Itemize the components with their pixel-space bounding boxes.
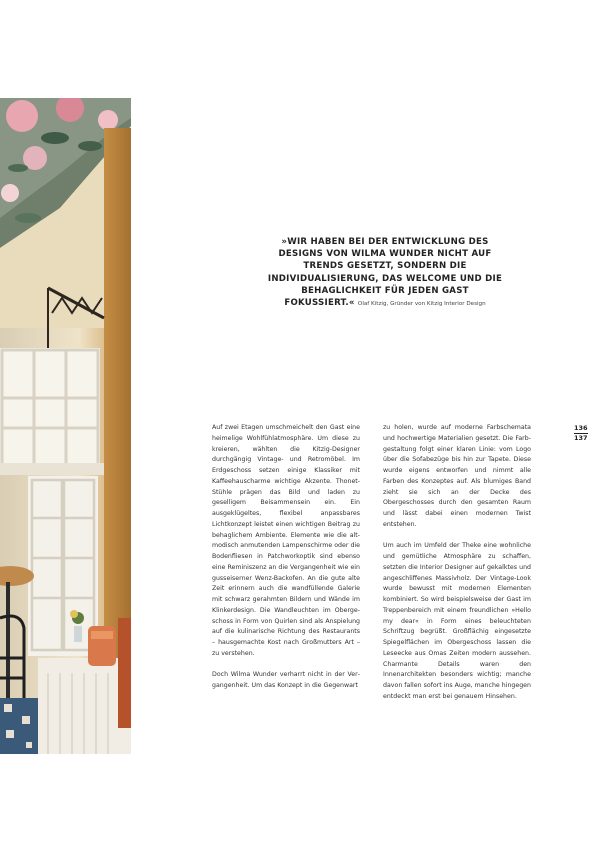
article-paragraph: zu holen, wurde auf moderne Farbschemata und hochwertige Materialien gesetzt. Die Farbgestaltung folgt einer klaren Linie: vom Logo über die Sofabezüge bis hin zur Tapete. Diese wurde eigens entworfen und nimmt alle Farben des Konzeptes auf. Als blumiges Band zieht sie sich an der Decke des Obergeschosses durch den gesamten Raum und lässt dabei einen modernen Twist entstehen. (383, 424, 531, 528)
interior-photo (0, 98, 131, 754)
article-paragraph: Doch Wilma Wunder verharrt nicht in der Vergangenheit. Um das Konzept in die Gegenwart (212, 671, 360, 689)
page-number-right: 137 (574, 434, 588, 442)
article-column-right (383, 423, 531, 703)
pull-quote-text (265, 236, 505, 310)
page-numbers (574, 424, 596, 443)
quote-attribution: Olaf Kitzig, Gründer von Kitzig Interior Design (357, 301, 486, 308)
article-paragraph: Um auch im Umfeld der Theke eine wohnliche und gemütliche Atmosphäre zu schaffen, setzten die Interior Designer auf gekalktes und angeschliffenes Massivholz. Der Vintage-Look wurde bewusst mit modernen Elementen kombiniert. So wird beispielsweise der Gast im Treppenbereich mit einem freundlichen »Hello my dear« in Form eines beleuchteten Schriftzug begrüßt. Großflächig eingesetzte Spiegelflächen im Obergeschoss lassen die Leseecke aus Omas Zeiten modern aussehen. Charmante Details waren den Innenarchitekten besonders wichtig; manche davon fallen sofort ins Auge, manche hingegen entdeckt man erst bei genauem Hinsehen. (383, 542, 531, 700)
article-column-left (212, 423, 360, 692)
pull-quote (265, 236, 505, 310)
quote-text: »WIR HABEN BEI DER ENTWICKLUNG DES DESIGNS VON WILMA WUNDER NICHT AUF TRENDS GESETZT, SONDERN DIE INDIVIDUALISIERUNG, DAS WELCOME UND DIE BEHAGLICHKEIT FÜR JEDEN GAST FOKUSSIERT.« (267, 237, 503, 309)
page-number-left: 136 (574, 424, 588, 432)
article-paragraph: Auf zwei Etagen umschmeichelt den Gast eine heimelige Wohlfühlatmosphäre. Um diese zu kreieren, wählten die Kitzig-Designer durchgängig Vintage- und Retromöbel. Im Erdgeschoss setzen einige Klassiker mit Kaffeehauscharme wichtige Akzente. Thonet-Stühle prägen das Bild und laden zu geselligem Beisammensein ein. Ein ausgeklügeltes, flexibel anpassbares Lichtkonzept leistet einen wichtigen Beitrag zu behaglichem Ambiente. Elemente wie die altmodisch anmutenden Lampenschirme oder die Bodenfliesen in Patchworkoptik sind ebenso eine Reminiszenz an die Vergangenheit wie ein gusseiserner Wenz-Backofen. An die gute alte Zeit erinnern auch die wandfüllende Galerie mit schwarz gerahmten Bildern und Wände im Klinkerdesign. Die Wandleuchten im Obergeschoss in Form von Quirlen sind als Anspielung auf die kulinarische Richtung des Restaurants – hausgemachte Kost nach Großmutters Art – zu verstehen. (212, 424, 360, 657)
